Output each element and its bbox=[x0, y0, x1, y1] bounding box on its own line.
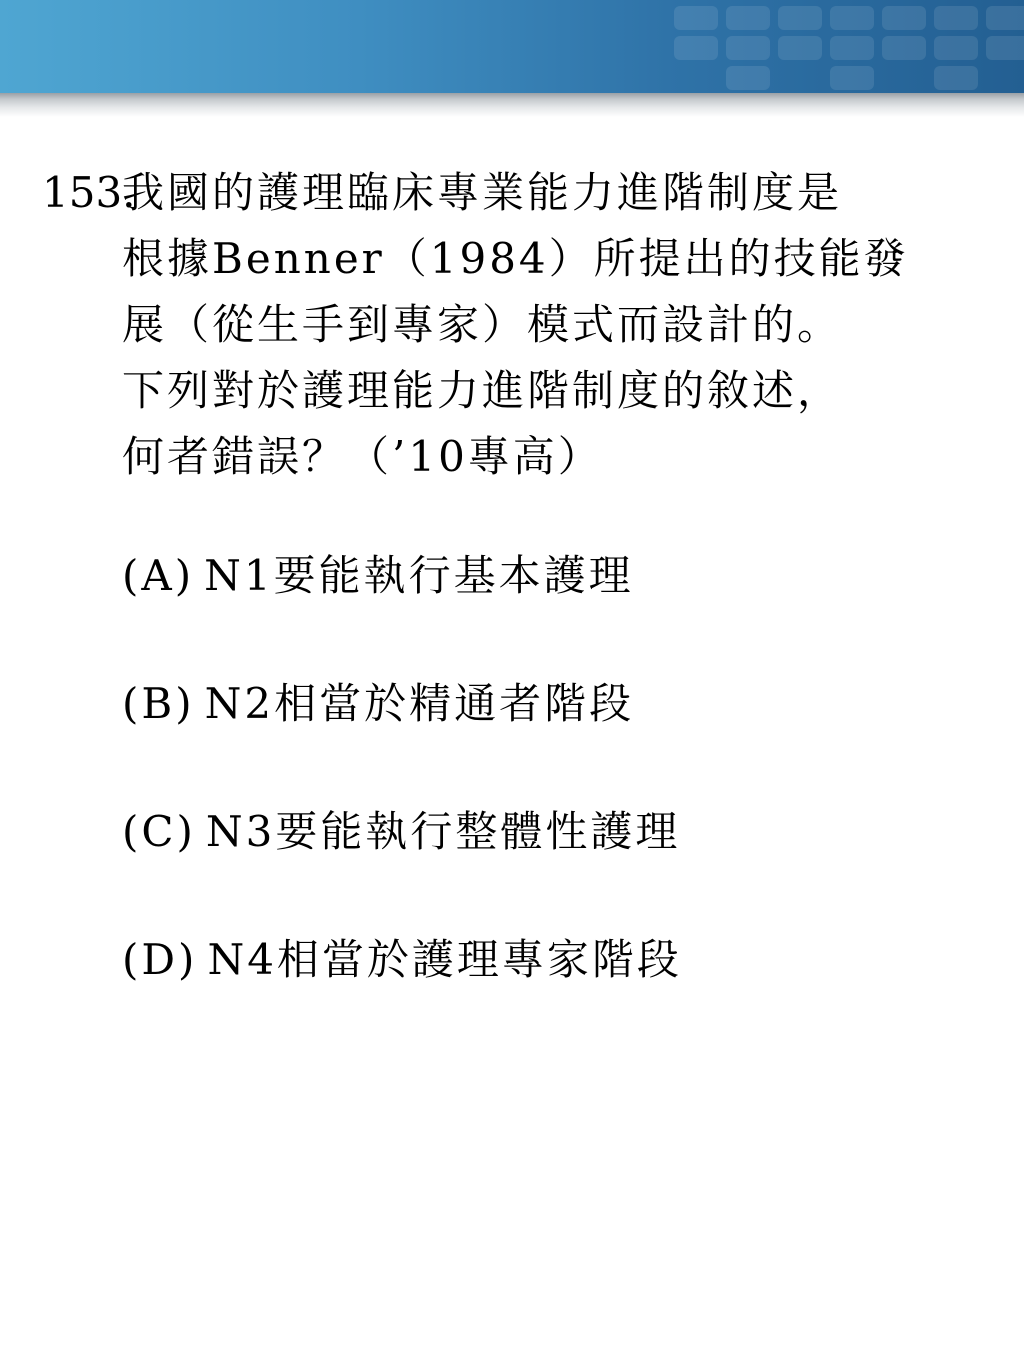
question-line-2: 根據Benner（1984）所提出的技能發 bbox=[122, 234, 909, 283]
question-line-5: 何者錯誤？（’10專高） bbox=[122, 432, 603, 481]
question-line-1: 我國的護理臨床專業能力進階制度是 bbox=[122, 168, 843, 217]
option-d bbox=[122, 927, 682, 993]
option-c-letter: (C) bbox=[122, 807, 196, 856]
option-d-text: N4相當於護理專家階段 bbox=[207, 935, 682, 984]
option-a-text: N1要能執行基本護理 bbox=[204, 551, 634, 600]
option-a-letter: (A) bbox=[122, 551, 195, 600]
option-b-text: N2相當於精通者階段 bbox=[204, 679, 635, 728]
option-d-letter: (D) bbox=[122, 935, 198, 984]
option-b bbox=[122, 671, 634, 737]
question-number: 153. bbox=[42, 168, 136, 217]
option-b-letter: (B) bbox=[122, 679, 195, 728]
question-line-3: 展（從生手到專家）模式而設計的。 bbox=[122, 300, 843, 349]
option-a bbox=[122, 543, 634, 609]
option-c bbox=[122, 799, 680, 865]
option-c-text: N3要能執行整體性護理 bbox=[205, 807, 681, 856]
question-line-4: 下列對於護理能力進階制度的敘述， bbox=[122, 366, 843, 415]
